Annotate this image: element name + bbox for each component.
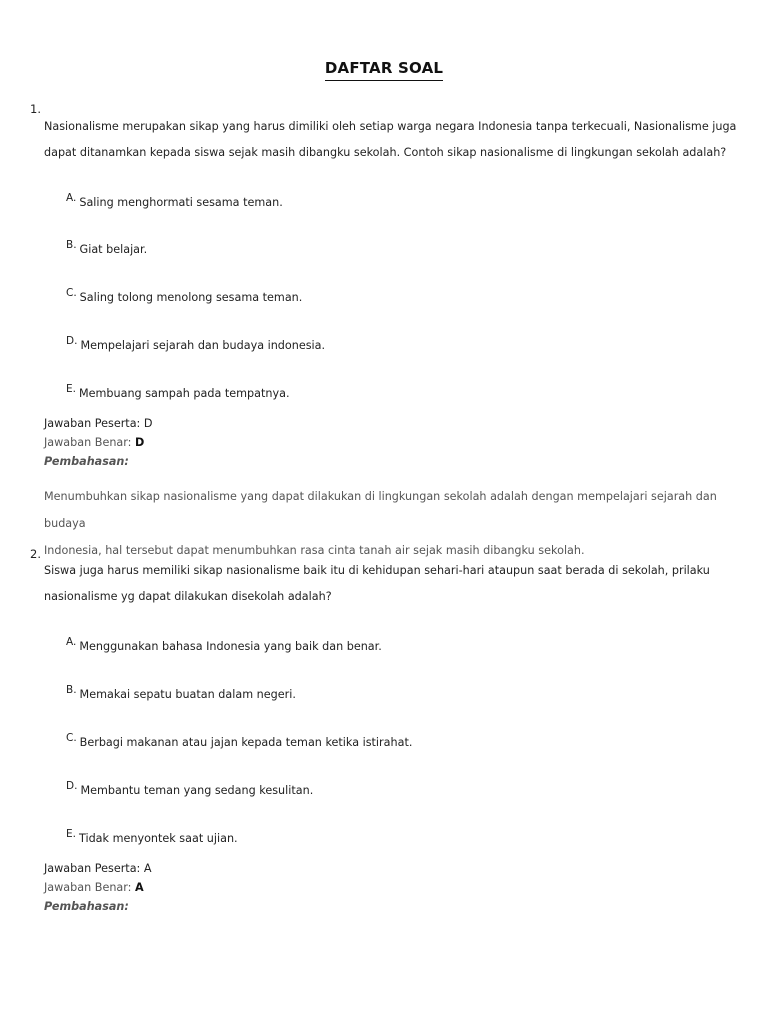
explanation-line-2: Indonesia, hal tersebut dapat menumbuhkan rasa cinta tanah air sejak masih dibangku sekolah. [44,544,585,557]
option-text: Membuang sampah pada tempatnya. [78,387,290,400]
option-letter: E. [66,383,76,395]
correct-answer-row [44,433,153,452]
page-title: DAFTAR SOAL [325,59,443,81]
option-letter: E. [66,828,76,840]
discussion-label: Pembahasan: [44,900,129,913]
participant-answer-row [44,859,152,878]
question-text-1-line-2: dapat ditanamkan kepada siswa sejak masih dibangku sekolah. Contoh sikap nasionalisme di lingkungan sekolah adalah? [44,146,727,159]
question-text-1-line-1: Nasionalisme merupakan sikap yang harus dimiliki oleh setiap warga negara Indonesia tanpa terkecuali, Nasionalisme juga [44,120,737,133]
participant-answer-label: Jawaban Peserta: [44,417,144,430]
option-text: Tidak menyontek saat ujian. [78,832,238,845]
participant-answer-value: D [143,417,153,430]
discussion-label: Pembahasan: [44,455,129,468]
question-2-answers [44,859,152,916]
question-1-option-d [66,335,325,352]
question-1-option-a [66,192,283,209]
participant-answer-value: A [143,862,152,875]
question-1-option-c [66,287,302,304]
option-text: Giat belajar. [79,243,148,256]
question-number-2: 2. [30,547,41,561]
option-letter: A. [66,636,77,648]
option-text: Menggunakan bahasa Indonesia yang baik dan benar. [79,640,382,653]
question-number-1: 1. [30,102,41,116]
explanation-line-1: Menumbuhkan sikap nasionalisme yang dapat dilakukan di lingkungan sekolah adalah dengan mempelajari sejarah dan budaya [44,490,717,530]
option-letter: D. [66,335,78,347]
option-letter: C. [66,287,77,299]
correct-answer-value: A [135,881,144,894]
participant-answer-row [44,414,153,433]
page-title-wrapper [0,58,768,81]
option-letter: D. [66,780,78,792]
option-letter: A. [66,192,77,204]
question-2-option-d [66,780,313,797]
question-text-1 [44,114,744,166]
participant-answer-label: Jawaban Peserta: [44,862,144,875]
option-text: Membantu teman yang sedang kesulitan. [80,784,314,797]
question-1-answers [44,414,153,471]
option-text: Mempelajari sejarah dan budaya indonesia. [80,339,326,352]
question-2-option-a [66,636,382,653]
question-1-option-e [66,383,290,400]
correct-answer-label: Jawaban Benar: [44,881,135,894]
question-2-option-b [66,684,296,701]
option-text: Memakai sepatu buatan dalam negeri. [79,688,296,701]
question-1-explanation [44,483,744,564]
question-text-2-line-2: nasionalisme yg dapat dilakukan disekolah adalah? [44,590,332,603]
correct-answer-value: D [135,436,145,449]
option-letter: B. [66,239,77,251]
option-letter: C. [66,732,77,744]
question-2-option-c [66,732,412,749]
option-text: Berbagi makanan atau jajan kepada teman ketika istirahat. [79,736,413,749]
option-text: Saling menghormati sesama teman. [79,196,283,209]
question-text-2-line-1: Siswa juga harus memiliki sikap nasionalisme baik itu di kehidupan sehari-hari ataupun saat berada di sekolah, prilaku [44,564,710,577]
question-text-2 [44,558,744,610]
correct-answer-row [44,878,152,897]
question-1-option-b [66,239,147,256]
correct-answer-label: Jawaban Benar: [44,436,135,449]
option-letter: B. [66,684,77,696]
option-text: Saling tolong menolong sesama teman. [79,291,303,304]
question-2-option-e [66,828,238,845]
